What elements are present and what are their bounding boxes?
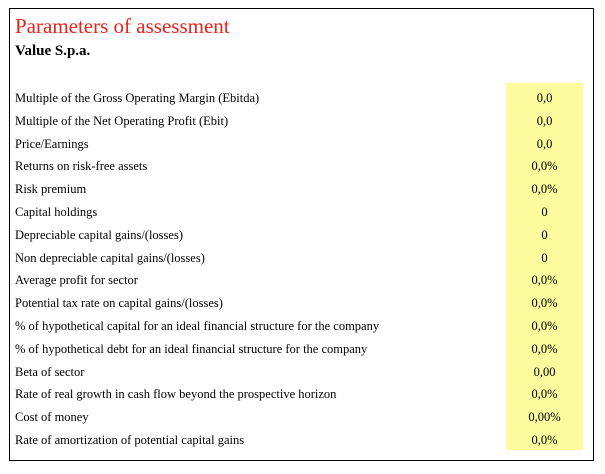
parameter-value-cell[interactable]: 0 — [541, 204, 548, 219]
parameter-label: Risk premium — [15, 182, 87, 197]
parameter-label: Price/Earnings — [15, 136, 89, 151]
parameter-row — [10, 361, 593, 384]
parameter-row — [10, 178, 593, 201]
parameters-sheet — [9, 8, 594, 461]
parameter-value-cell[interactable]: 0,0% — [531, 387, 558, 402]
parameter-row — [10, 338, 593, 361]
parameter-label: Potential tax rate on capital gains/(losses) — [15, 296, 223, 311]
parameter-label: % of hypothetical debt for an ideal financial structure for the company — [15, 341, 368, 356]
parameter-row — [10, 269, 593, 292]
parameter-value-cell[interactable]: 0,0% — [531, 182, 558, 197]
parameter-label: Capital holdings — [15, 204, 98, 219]
parameter-row — [10, 224, 593, 247]
parameter-row — [10, 87, 593, 110]
parameter-row — [10, 247, 593, 270]
parameter-value-cell[interactable]: 0,0 — [536, 91, 553, 105]
parameter-value-cell[interactable]: 0,00% — [528, 410, 561, 425]
parameter-row — [10, 406, 593, 429]
parameter-value-cell[interactable]: 0,0% — [531, 432, 558, 447]
parameter-label: Beta of sector — [15, 364, 85, 379]
parameter-label: Cost of money — [15, 410, 89, 425]
parameter-value-cell[interactable]: 0,0% — [531, 318, 558, 333]
parameter-label: Depreciable capital gains/(losses) — [15, 227, 183, 242]
parameter-row — [10, 383, 593, 406]
parameter-label: Rate of amortization of potential capital gains — [15, 432, 245, 447]
parameter-row — [10, 155, 593, 178]
parameter-label: Multiple of the Net Operating Profit (Ebit) — [15, 113, 229, 128]
parameter-value-cell[interactable]: 0 — [541, 227, 548, 242]
parameter-row — [10, 133, 593, 156]
company-name: Value S.p.a. — [15, 43, 91, 59]
parameter-row — [10, 201, 593, 224]
parameter-label: Rate of real growth in cash flow beyond the prospective horizon — [15, 387, 337, 402]
parameters-list — [10, 87, 593, 452]
parameter-label: Average profit for sector — [15, 273, 138, 288]
parameter-row — [10, 315, 593, 338]
parameter-row — [10, 110, 593, 133]
parameter-value-cell[interactable]: 0,0% — [531, 159, 558, 174]
parameter-label: Multiple of the Gross Operating Margin (Ebitda) — [15, 91, 260, 105]
parameter-value-cell[interactable]: 0,00 — [533, 364, 556, 379]
parameter-value-cell[interactable]: 0,0% — [531, 341, 558, 356]
parameter-value-cell[interactable]: 0 — [541, 250, 548, 265]
parameter-row — [10, 429, 593, 452]
parameter-value-cell[interactable]: 0,0 — [536, 113, 553, 128]
parameter-value-cell[interactable]: 0,0 — [536, 136, 553, 151]
parameter-label: % of hypothetical capital for an ideal financial structure for the company — [15, 318, 380, 333]
parameter-row — [10, 292, 593, 315]
sheet-title: Parameters of assessment — [15, 14, 230, 38]
parameter-value-cell[interactable]: 0,0% — [531, 296, 558, 311]
parameter-label: Returns on risk-free assets — [15, 159, 148, 174]
parameter-value-cell[interactable]: 0,0% — [531, 273, 558, 288]
parameter-label: Non depreciable capital gains/(losses) — [15, 250, 205, 265]
